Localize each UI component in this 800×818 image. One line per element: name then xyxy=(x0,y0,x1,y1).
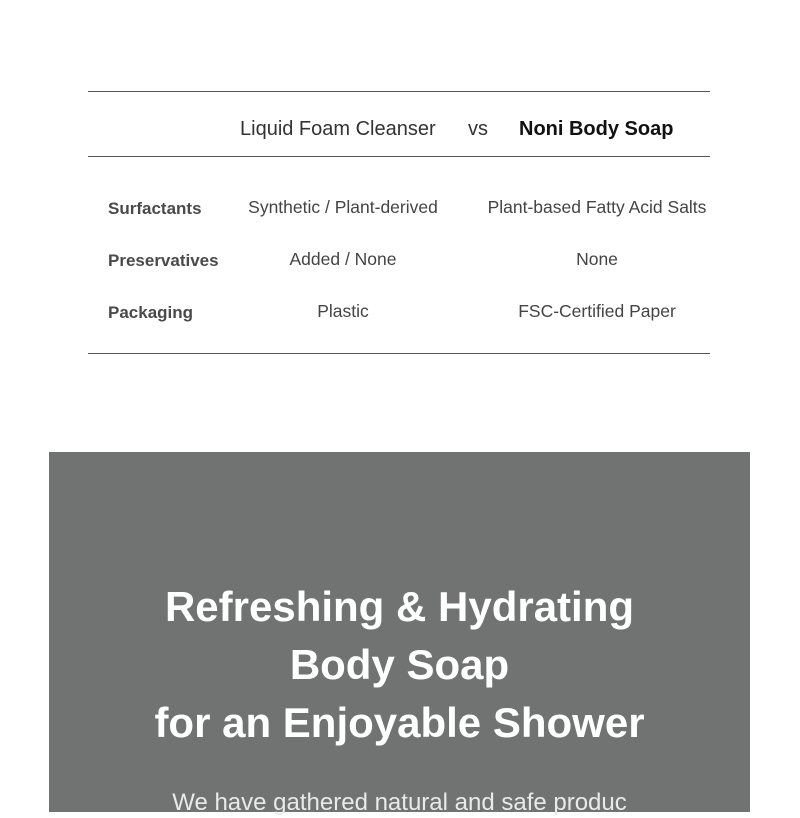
headline-line-2: Body Soap xyxy=(289,641,510,688)
right-value: FSC-Certified Paper xyxy=(518,301,676,321)
comparison-row-preservatives xyxy=(88,246,710,276)
promo-banner xyxy=(49,452,750,816)
comparison-header xyxy=(88,92,710,156)
comparison-table xyxy=(88,91,710,354)
row-label: Packaging xyxy=(108,303,194,322)
headline-line-3: for an Enjoyable Shower xyxy=(154,699,645,746)
row-label: Preservatives xyxy=(108,251,219,270)
left-value: Plastic xyxy=(317,301,369,321)
comparison-row-surfactants xyxy=(88,194,710,224)
right-value: None xyxy=(576,249,618,269)
banner-headline xyxy=(49,578,750,752)
left-value: Synthetic / Plant-derived xyxy=(248,197,438,217)
row-label: Surfactants xyxy=(108,199,202,218)
vs-label: vs xyxy=(468,118,488,140)
comparison-row-packaging xyxy=(88,298,710,328)
headline-line-1: Refreshing & Hydrating xyxy=(164,583,635,630)
right-product-name: Noni Body Soap xyxy=(519,118,674,140)
left-product-name: Liquid Foam Cleanser xyxy=(240,118,436,140)
right-value: Plant-based Fatty Acid Salts xyxy=(487,197,707,217)
comparison-body xyxy=(88,157,710,353)
left-value: Added / None xyxy=(289,249,397,269)
divider-bottom xyxy=(88,353,710,354)
banner-subtext: We have gathered natural and safe produc xyxy=(172,789,627,816)
